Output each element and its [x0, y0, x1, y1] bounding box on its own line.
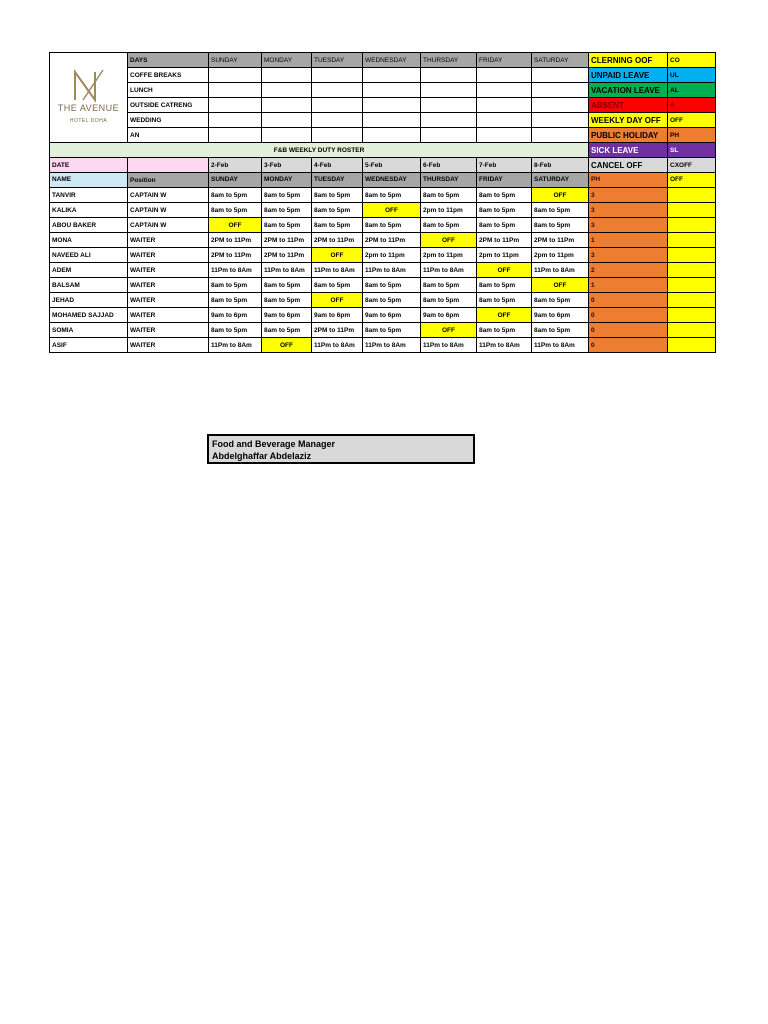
- ph-header: PH: [589, 173, 668, 188]
- category-label: COFFE BREAKS: [128, 68, 209, 83]
- roster-row: [50, 248, 716, 263]
- off-count-cell: [668, 233, 716, 248]
- shift-cell: 8am to 5pm: [532, 218, 589, 233]
- date-header: 7-Feb: [477, 158, 532, 173]
- category-cell: [209, 68, 262, 83]
- legend-label: CANCEL OFF: [589, 158, 668, 173]
- legend-label: VACATION LEAVE: [589, 83, 668, 98]
- shift-cell: 8am to 5pm: [209, 278, 262, 293]
- employee-name: ASIF: [50, 338, 128, 353]
- shift-cell: 8am to 5pm: [312, 188, 363, 203]
- days-label: DAYS: [128, 53, 209, 68]
- employee-position: WAITER: [128, 338, 209, 353]
- off-count-cell: [668, 323, 716, 338]
- employee-name: JEHAD: [50, 293, 128, 308]
- shift-cell: 2PM to 11Pm: [312, 233, 363, 248]
- shift-cell: 8am to 5pm: [532, 203, 589, 218]
- day-off-cell: OFF: [477, 263, 532, 278]
- shift-cell: 11Pm to 8Am: [421, 338, 477, 353]
- employee-position: WAITER: [128, 278, 209, 293]
- employee-name: NAVEED ALI: [50, 248, 128, 263]
- roster-row: [50, 323, 716, 338]
- shift-cell: 8am to 5pm: [421, 293, 477, 308]
- category-cell: [477, 98, 532, 113]
- category-cell: [477, 68, 532, 83]
- shift-cell: 8am to 5pm: [477, 278, 532, 293]
- ph-count: 3: [589, 203, 668, 218]
- off-count-cell: [668, 293, 716, 308]
- legend-label: SICK LEAVE: [589, 143, 668, 158]
- day-off-cell: OFF: [477, 308, 532, 323]
- shift-cell: 9am to 6pm: [262, 308, 312, 323]
- category-cell: [363, 83, 421, 98]
- shift-cell: 9am to 6pm: [312, 308, 363, 323]
- category-cell: [363, 98, 421, 113]
- category-day-header: SATURDAY: [532, 53, 589, 68]
- roster-row: [50, 188, 716, 203]
- roster-row: [50, 293, 716, 308]
- off-count-cell: [668, 338, 716, 353]
- category-day-header: WEDNESDAY: [363, 53, 421, 68]
- shift-cell: 8am to 5pm: [262, 188, 312, 203]
- shift-cell: 2PM to 11Pm: [477, 233, 532, 248]
- employee-name: BALSAM: [50, 278, 128, 293]
- day-off-cell: OFF: [363, 203, 421, 218]
- shift-cell: 11Pm to 8Am: [209, 263, 262, 278]
- category-cell: [209, 128, 262, 143]
- shift-cell: 8am to 5pm: [363, 218, 421, 233]
- legend-label: PUBLIC HOLIDAY: [589, 128, 668, 143]
- legend-label: ABSENT: [589, 98, 668, 113]
- shift-cell: 8am to 5pm: [262, 278, 312, 293]
- category-day-header: SUNDAY: [209, 53, 262, 68]
- position-label: Position: [128, 173, 209, 188]
- ph-count: 3: [589, 218, 668, 233]
- date-header: 5-Feb: [363, 158, 421, 173]
- off-header: OFF: [668, 173, 716, 188]
- category-cell: [363, 68, 421, 83]
- shift-cell: 8am to 5pm: [312, 203, 363, 218]
- day-header: WEDNESDAY: [363, 173, 421, 188]
- employee-name: TANVIR: [50, 188, 128, 203]
- shift-cell: 8am to 5pm: [421, 188, 477, 203]
- shift-cell: 8am to 5pm: [477, 293, 532, 308]
- category-day-header: MONDAY: [262, 53, 312, 68]
- ph-count: 2: [589, 263, 668, 278]
- name-label: NAME: [50, 173, 128, 188]
- roster-row: [50, 263, 716, 278]
- shift-cell: 2PM to 11Pm: [532, 233, 589, 248]
- employee-position: WAITER: [128, 323, 209, 338]
- shift-cell: 2PM to 11Pm: [363, 233, 421, 248]
- shift-cell: 2pm to 11pm: [421, 203, 477, 218]
- off-count-cell: [668, 188, 716, 203]
- shift-cell: 9am to 6pm: [209, 308, 262, 323]
- shift-cell: 9am to 6pm: [532, 308, 589, 323]
- legend-label: WEEKLY DAY OFF: [589, 113, 668, 128]
- shift-cell: 11Pm to 8Am: [477, 338, 532, 353]
- shift-cell: 2PM to 11Pm: [209, 233, 262, 248]
- hotel-logo: [50, 53, 128, 143]
- legend-code: A: [668, 98, 716, 113]
- roster-row: [50, 203, 716, 218]
- category-cell: [209, 98, 262, 113]
- category-cell: [477, 128, 532, 143]
- date-header: 2-Feb: [209, 158, 262, 173]
- employee-position: CAPTAIN W: [128, 218, 209, 233]
- day-header: MONDAY: [262, 173, 312, 188]
- category-cell: [262, 68, 312, 83]
- shift-cell: 8am to 5pm: [262, 203, 312, 218]
- avenue-logo-icon: [69, 68, 109, 102]
- category-cell: [262, 98, 312, 113]
- category-cell: [209, 83, 262, 98]
- shift-cell: 11Pm to 8Am: [363, 263, 421, 278]
- roster-title: F&B WEEKLY DUTY ROSTER: [50, 143, 589, 158]
- day-header: SATURDAY: [532, 173, 589, 188]
- off-count-cell: [668, 308, 716, 323]
- shift-cell: 2PM to 11Pm: [262, 233, 312, 248]
- shift-cell: 8am to 5pm: [363, 278, 421, 293]
- category-cell: [262, 128, 312, 143]
- shift-cell: 11Pm to 8Am: [532, 263, 589, 278]
- day-header: FRIDAY: [477, 173, 532, 188]
- date-label: DATE: [50, 158, 128, 173]
- shift-cell: 8am to 5pm: [363, 188, 421, 203]
- employee-name: SOMIA: [50, 323, 128, 338]
- shift-cell: 8am to 5pm: [477, 218, 532, 233]
- off-count-cell: [668, 248, 716, 263]
- shift-cell: 8am to 5pm: [209, 323, 262, 338]
- legend-label: UNPAID LEAVE: [589, 68, 668, 83]
- employee-position: WAITER: [128, 308, 209, 323]
- category-cell: [312, 113, 363, 128]
- employee-name: ADEM: [50, 263, 128, 278]
- date-header: 4-Feb: [312, 158, 363, 173]
- shift-cell: 11Pm to 8Am: [532, 338, 589, 353]
- category-cell: [209, 113, 262, 128]
- shift-cell: 2pm to 11pm: [421, 248, 477, 263]
- shift-cell: 8am to 5pm: [262, 218, 312, 233]
- roster-row: [50, 278, 716, 293]
- category-cell: [312, 98, 363, 113]
- shift-cell: 8am to 5pm: [363, 323, 421, 338]
- category-day-header: FRIDAY: [477, 53, 532, 68]
- category-cell: [532, 68, 589, 83]
- legend-code: UL: [668, 68, 716, 83]
- category-cell: [421, 113, 477, 128]
- shift-cell: 8am to 5pm: [477, 203, 532, 218]
- employee-position: WAITER: [128, 263, 209, 278]
- shift-cell: 8am to 5pm: [312, 218, 363, 233]
- category-cell: [532, 113, 589, 128]
- employee-position: WAITER: [128, 233, 209, 248]
- date-header: 6-Feb: [421, 158, 477, 173]
- signature-title: Food and Beverage Manager: [212, 439, 336, 449]
- employee-name: ABOU BAKER: [50, 218, 128, 233]
- day-off-cell: OFF: [262, 338, 312, 353]
- category-cell: [532, 98, 589, 113]
- category-day-header: TUESDAY: [312, 53, 363, 68]
- day-off-cell: OFF: [532, 188, 589, 203]
- shift-cell: 9am to 6pm: [421, 308, 477, 323]
- category-cell: [477, 113, 532, 128]
- category-cell: [421, 83, 477, 98]
- ph-count: 3: [589, 248, 668, 263]
- legend-code: CO: [668, 53, 716, 68]
- employee-position: WAITER: [128, 248, 209, 263]
- category-day-header: THURSDAY: [421, 53, 477, 68]
- roster-row: [50, 233, 716, 248]
- shift-cell: 11Pm to 8Am: [312, 263, 363, 278]
- legend-label: CLERNING OOF: [589, 53, 668, 68]
- ph-count: 0: [589, 338, 668, 353]
- day-header: THURSDAY: [421, 173, 477, 188]
- shift-cell: 2PM to 11Pm: [209, 248, 262, 263]
- category-cell: [532, 83, 589, 98]
- day-off-cell: OFF: [312, 248, 363, 263]
- shift-cell: 2PM to 11Pm: [262, 248, 312, 263]
- category-cell: [421, 98, 477, 113]
- shift-cell: 8am to 5pm: [421, 218, 477, 233]
- category-cell: [262, 113, 312, 128]
- ph-count: 1: [589, 278, 668, 293]
- category-cell: [477, 83, 532, 98]
- shift-cell: 8am to 5pm: [209, 203, 262, 218]
- day-off-cell: OFF: [532, 278, 589, 293]
- shift-cell: 11Pm to 8Am: [209, 338, 262, 353]
- legend-code: SL: [668, 143, 716, 158]
- day-off-cell: OFF: [421, 233, 477, 248]
- ph-count: 0: [589, 323, 668, 338]
- shift-cell: 8am to 5pm: [421, 278, 477, 293]
- shift-cell: 8am to 5pm: [532, 293, 589, 308]
- category-cell: [532, 128, 589, 143]
- roster-row: [50, 338, 716, 353]
- shift-cell: 11Pm to 8Am: [262, 263, 312, 278]
- signature-name: Abdelghaffar Abdelaziz: [212, 451, 312, 461]
- signature-box: [207, 434, 475, 464]
- ph-count: 0: [589, 308, 668, 323]
- employee-name: MOHAMED SAJJAD: [50, 308, 128, 323]
- day-header: TUESDAY: [312, 173, 363, 188]
- category-cell: [262, 83, 312, 98]
- employee-name: MONA: [50, 233, 128, 248]
- shift-cell: 2pm to 11pm: [532, 248, 589, 263]
- employee-position: WAITER: [128, 293, 209, 308]
- roster-row: [50, 218, 716, 233]
- shift-cell: 11Pm to 8Am: [312, 338, 363, 353]
- off-count-cell: [668, 218, 716, 233]
- roster-row: [50, 308, 716, 323]
- category-cell: [312, 128, 363, 143]
- shift-cell: 8am to 5pm: [532, 323, 589, 338]
- employee-position: CAPTAIN W: [128, 188, 209, 203]
- employee-position: CAPTAIN W: [128, 203, 209, 218]
- legend-code: AL: [668, 83, 716, 98]
- category-cell: [421, 68, 477, 83]
- category-cell: [363, 113, 421, 128]
- category-cell: [421, 128, 477, 143]
- logo-line1: THE AVENUE: [57, 102, 120, 113]
- day-header: SUNDAY: [209, 173, 262, 188]
- shift-cell: 8am to 5pm: [262, 323, 312, 338]
- shift-cell: 2PM to 11Pm: [312, 323, 363, 338]
- shift-cell: 9am to 6pm: [363, 308, 421, 323]
- ph-count: 0: [589, 293, 668, 308]
- shift-cell: 8am to 5pm: [363, 293, 421, 308]
- legend-code: CXOFF: [668, 158, 716, 173]
- off-count-cell: [668, 278, 716, 293]
- shift-cell: 11Pm to 8Am: [421, 263, 477, 278]
- category-label: LUNCH: [128, 83, 209, 98]
- shift-cell: 8am to 5pm: [209, 188, 262, 203]
- ph-count: 3: [589, 188, 668, 203]
- category-label: AN: [128, 128, 209, 143]
- shift-cell: 11Pm to 8Am: [363, 338, 421, 353]
- shift-cell: 2pm to 11pm: [477, 248, 532, 263]
- date-header: 3-Feb: [262, 158, 312, 173]
- ph-count: 1: [589, 233, 668, 248]
- category-cell: [312, 68, 363, 83]
- date-header: 8-Feb: [532, 158, 589, 173]
- off-count-cell: [668, 263, 716, 278]
- duty-roster-table: [49, 52, 716, 353]
- shift-cell: 8am to 5pm: [209, 293, 262, 308]
- category-label: OUTSIDE CATRENG: [128, 98, 209, 113]
- shift-cell: 8am to 5pm: [262, 293, 312, 308]
- employee-name: KALIKA: [50, 203, 128, 218]
- day-off-cell: OFF: [421, 323, 477, 338]
- day-off-cell: OFF: [209, 218, 262, 233]
- shift-cell: 2pm to 11pm: [363, 248, 421, 263]
- day-off-cell: OFF: [312, 293, 363, 308]
- logo-line2: HOTEL DOHA: [69, 117, 108, 124]
- legend-code: PH: [668, 128, 716, 143]
- shift-cell: 8am to 5pm: [477, 323, 532, 338]
- shift-cell: 8am to 5pm: [477, 188, 532, 203]
- category-cell: [363, 128, 421, 143]
- legend-code: OFF: [668, 113, 716, 128]
- category-cell: [312, 83, 363, 98]
- category-label: WEDDING: [128, 113, 209, 128]
- shift-cell: 8am to 5pm: [312, 278, 363, 293]
- off-count-cell: [668, 203, 716, 218]
